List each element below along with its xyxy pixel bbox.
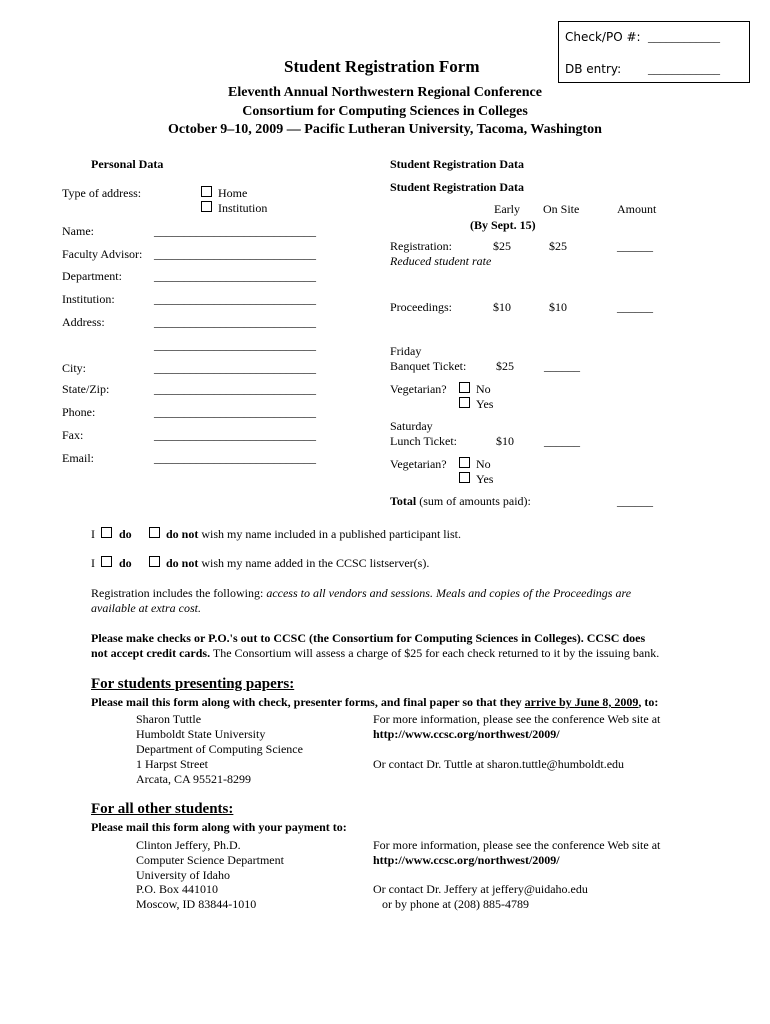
state-zip-field[interactable]: ___________________________ [154, 382, 316, 396]
presenting-address-line: 1 Harpst Street [136, 757, 208, 771]
proceedings-early-price: $10 [493, 300, 511, 314]
others-contact: Or contact Dr. Jeffery at jeffery@uidaho.edu [373, 882, 588, 896]
col-onsite: On Site [543, 202, 580, 216]
email-label: Email: [62, 451, 94, 465]
consent1-text [166, 527, 461, 542]
proceedings-onsite-price: $10 [549, 300, 567, 314]
consent1-do-label: do [119, 527, 132, 541]
vegetarian-yes-label: Yes [476, 397, 494, 411]
home-checkbox[interactable] [201, 186, 212, 197]
presenting-deadline: arrive by June 8, 2009 [524, 695, 639, 709]
others-address-line: Computer Science Department [136, 853, 284, 867]
email-field[interactable]: ___________________________ [154, 451, 316, 465]
checks-line2 [91, 646, 659, 661]
consent1-i: I [91, 527, 95, 541]
checks-line1 [91, 631, 645, 646]
checks-bold1: Please make checks or P.O.'s out to CCSC (the Consortium for Computing Sciences in Colleges) [91, 631, 581, 645]
reduced-rate-note: Reduced student rate [390, 254, 492, 268]
checks-rest: The Consortium will assess a charge of $25 for each check returned to it by the issuing bank. [210, 646, 660, 660]
col-early-note: (By Sept. 15) [470, 218, 536, 232]
others-url-link[interactable]: http://www.ccsc.org/northwest/2009/ [373, 853, 560, 867]
banquet-amount-field[interactable]: ______ [544, 359, 580, 373]
personal-data-heading: Personal Data [91, 157, 164, 171]
institution-option-label: Institution [218, 201, 268, 215]
department-field[interactable]: ___________________________ [154, 269, 316, 283]
presenting-instruction [91, 695, 658, 710]
conference-date-location: October 9–10, 2009 — Pacific Lutheran University, Tacoma, Washington [168, 122, 602, 137]
db-entry-label: DB entry: [565, 62, 622, 76]
department-label: Department: [62, 269, 122, 283]
vegetarian2-yes-label: Yes [476, 472, 494, 486]
banquet-label: Banquet Ticket: [390, 359, 467, 373]
col-amount: Amount [617, 202, 657, 216]
presenting-address-line: Arcata, CA 95521-8299 [136, 772, 251, 786]
fax-label: Fax: [62, 428, 84, 442]
others-heading: For all other students: [91, 801, 234, 817]
address-field[interactable]: ___________________________ [154, 315, 316, 329]
phone-field[interactable]: ___________________________ [154, 405, 316, 419]
others-address-line: Moscow, ID 83844-1010 [136, 897, 257, 911]
total-row [390, 494, 531, 509]
city-label: City: [62, 361, 87, 375]
checks-bold1-tail: . CCSC does [580, 631, 646, 645]
name-field[interactable]: ___________________________ [154, 224, 316, 238]
proceedings-amount-field[interactable]: ______ [617, 300, 653, 314]
institution-checkbox[interactable] [201, 201, 212, 212]
institution-field[interactable]: ___________________________ [154, 292, 316, 306]
presenting-instruction-lead: Please mail this form along with check, presenter forms, and final paper so that they [91, 695, 525, 709]
check-po-label: Check/PO #: [565, 30, 641, 44]
address-field-2[interactable]: ___________________________ [154, 338, 316, 352]
total-amount-field[interactable]: ______ [617, 494, 653, 508]
institution-label: Institution: [62, 292, 115, 306]
vegetarian-no-label: No [476, 382, 491, 396]
consent2-text [166, 556, 429, 571]
presenting-more-info: For more information, please see the conference Web site at [373, 712, 661, 726]
col-early: Early [494, 202, 520, 216]
name-label: Name: [62, 224, 94, 238]
consent1-rest: wish my name included in a published participant list. [201, 527, 461, 541]
presenting-address-line: Sharon Tuttle [136, 712, 202, 726]
others-address-line: P.O. Box 441010 [136, 882, 219, 896]
consent2-do-label: do [119, 556, 132, 570]
registration-data-heading: Student Registration Data [390, 157, 524, 171]
faculty-advisor-field[interactable]: ___________________________ [154, 247, 316, 261]
proceedings-label: Proceedings: [390, 300, 452, 314]
lunch-price: $10 [496, 434, 514, 448]
registration-amount-field[interactable]: ______ [617, 239, 653, 253]
page-title: Student Registration Form [284, 57, 480, 76]
friday-label: Friday [390, 344, 422, 358]
consortium-name: Consortium for Computing Sciences in Colleges [242, 104, 528, 119]
presenting-contact: Or contact Dr. Tuttle at sharon.tuttle@humboldt.edu [373, 757, 625, 771]
address-type-label: Type of address: [62, 186, 142, 200]
presenting-instruction-tail: , to: [638, 695, 659, 709]
banquet-price: $25 [496, 359, 514, 373]
total-label: Total [390, 494, 417, 508]
address-label: Address: [62, 315, 105, 329]
vegetarian2-no-label: No [476, 457, 491, 471]
others-address-line: University of Idaho [136, 868, 230, 882]
total-note: (sum of amounts paid): [419, 494, 531, 508]
presenting-address-line: Department of Computing Science [136, 742, 303, 756]
fax-field[interactable]: ___________________________ [154, 428, 316, 442]
presenting-address-line: Humboldt State University [136, 727, 266, 741]
faculty-advisor-label: Faculty Advisor: [62, 247, 143, 261]
vegetarian2-yes-checkbox[interactable] [459, 472, 470, 483]
db-entry-field[interactable]: ____________ [648, 62, 720, 76]
includes-italic1: access to all vendors and sessions. Meals and copies of the Proceedings are [266, 586, 632, 600]
consent1-donot-checkbox[interactable] [149, 527, 160, 538]
registration-onsite-price: $25 [549, 239, 567, 253]
others-instruction: Please mail this form along with your payment to: [91, 820, 347, 834]
phone-label: Phone: [62, 405, 96, 419]
lunch-label: Lunch Ticket: [390, 434, 458, 448]
consent1-donot-label: do not [166, 527, 199, 541]
vegetarian-label: Vegetarian? [390, 382, 447, 396]
consent1-do-checkbox[interactable] [101, 527, 112, 538]
consent2-donot-checkbox[interactable] [149, 556, 160, 567]
home-option-label: Home [218, 186, 248, 200]
presenting-heading: For students presenting papers: [91, 676, 295, 692]
registration-data-subheading: Student Registration Data [390, 180, 524, 194]
state-zip-label: State/Zip: [62, 382, 110, 396]
consent2-rest: wish my name added in the CCSC listserver(s). [201, 556, 430, 570]
presenting-url-link[interactable]: http://www.ccsc.org/northwest/2009/ [373, 727, 560, 741]
checks-bold2: not accept credit cards. [91, 646, 211, 660]
lunch-amount-field[interactable]: ______ [544, 434, 580, 448]
vegetarian2-label: Vegetarian? [390, 457, 447, 471]
vegetarian2-no-checkbox[interactable] [459, 457, 470, 468]
consent2-donot-label: do not [166, 556, 199, 570]
vegetarian-no-checkbox[interactable] [459, 382, 470, 393]
conference-name: Eleventh Annual Northwestern Regional Conference [228, 85, 542, 100]
consent2-do-checkbox[interactable] [101, 556, 112, 567]
city-field[interactable]: ___________________________ [154, 361, 316, 375]
others-more-info: For more information, please see the conference Web site at [373, 838, 661, 852]
consent2-i: I [91, 556, 95, 570]
registration-label: Registration: [390, 239, 452, 253]
registration-early-price: $25 [493, 239, 511, 253]
includes-line2: available at extra cost. [91, 601, 201, 615]
vegetarian-yes-checkbox[interactable] [459, 397, 470, 408]
others-phone: or by phone at (208) 885-4789 [373, 897, 529, 911]
includes-lead: Registration includes the following: [91, 586, 264, 600]
saturday-label: Saturday [390, 419, 433, 433]
includes-line1 [91, 586, 631, 601]
check-po-field[interactable]: ____________ [648, 30, 720, 44]
others-address-line: Clinton Jeffery, Ph.D. [136, 838, 241, 852]
